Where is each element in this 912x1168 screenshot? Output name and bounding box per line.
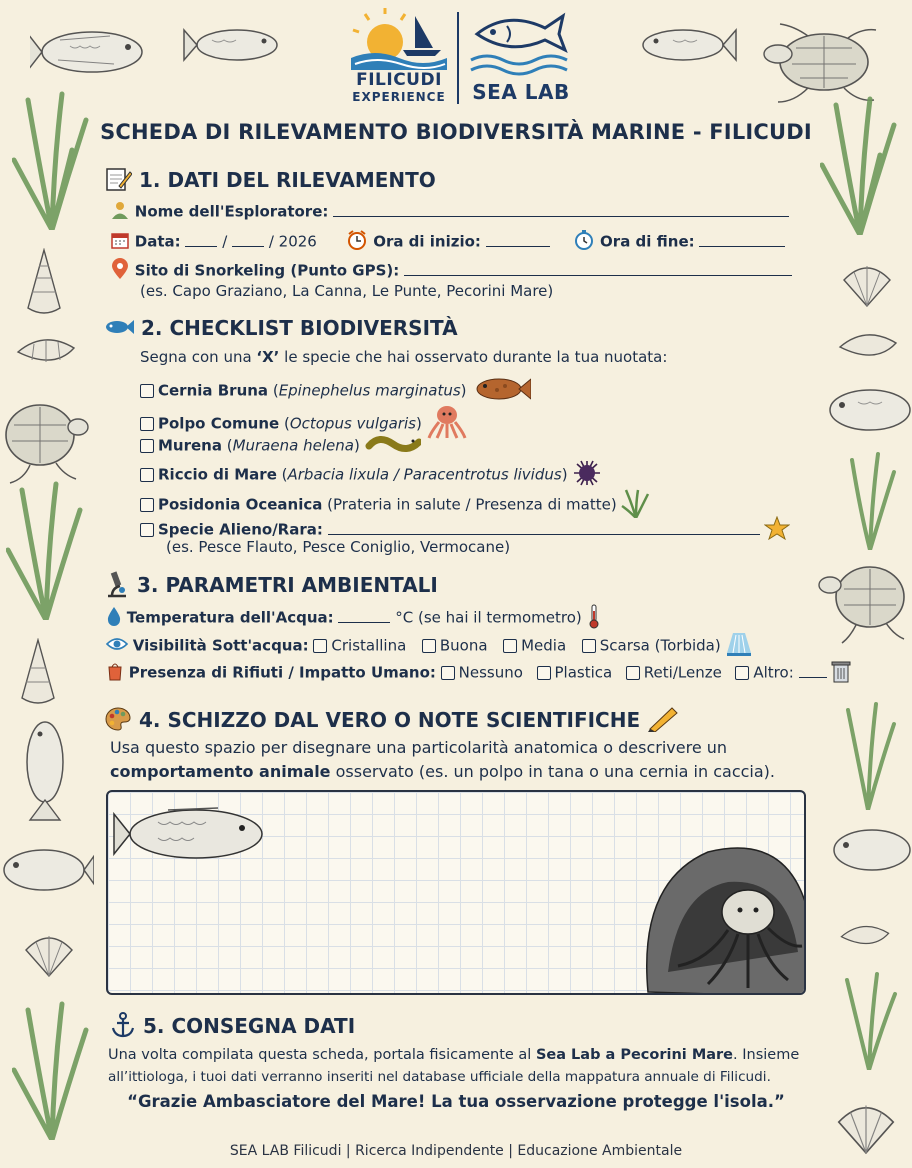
date-separator-1: / bbox=[222, 232, 228, 251]
page-title: SCHEDA DI RILEVAMENTO BIODIVERSITÀ MARINE - FILICUDI bbox=[100, 120, 812, 144]
species-note: (Prateria in salute / Presenza di matte) bbox=[322, 495, 617, 514]
section-4-title: 4. SCHIZZO DAL VERO O NOTE SCIENTIFICHE bbox=[138, 708, 641, 732]
sketch-instructions-line2 bbox=[110, 762, 775, 781]
sketch-instructions-rest: osservato (es. un polpo in tana o una cernia in caccia). bbox=[330, 762, 775, 781]
section-1-title: 1. DATI DEL RILEVAMENTO bbox=[138, 168, 436, 192]
explorer-row bbox=[110, 200, 789, 224]
seagrass-sketch-right-top bbox=[820, 95, 900, 235]
section-5-heading bbox=[110, 1012, 355, 1043]
seagrass-sketch-right-mid bbox=[840, 450, 900, 550]
temperature-row bbox=[106, 603, 601, 633]
temperature-label: Temperatura dell'Acqua: bbox=[126, 608, 334, 627]
seagrass-sketch-right-bottom bbox=[834, 970, 904, 1070]
alien-species-hint: (es. Pesce Flauto, Pesce Coniglio, Vermocane) bbox=[166, 538, 511, 556]
species-scientific: Arbacia lixula / Paracentrotus lividus bbox=[287, 465, 562, 484]
end-time-label: Ora di fine: bbox=[600, 232, 695, 251]
fish-sketch-right-lower bbox=[822, 820, 912, 880]
checklist-intro-post: le specie che hai osservato durante la tua nuotata: bbox=[279, 348, 668, 366]
pencil-icon bbox=[647, 706, 679, 737]
section-3-heading bbox=[104, 570, 438, 603]
site-label: Sito di Snorkeling (Punto GPS): bbox=[134, 261, 400, 280]
delivery-paragraph bbox=[108, 1044, 799, 1088]
seagrass-sketch-left-bottom bbox=[12, 1000, 92, 1140]
explorer-label: Nome dell'Esploratore: bbox=[134, 202, 329, 221]
filicudi-experience-logo bbox=[345, 8, 453, 108]
alien-species-label: Specie Alieno/Rara: bbox=[158, 520, 323, 539]
species-checkbox-murena[interactable] bbox=[140, 439, 154, 453]
section-2-title: 2. CHECKLIST BIODIVERSITÀ bbox=[140, 316, 458, 340]
water-drop-icon bbox=[106, 606, 122, 630]
shell-sketch-left-2 bbox=[14, 330, 78, 370]
moray-eel-icon bbox=[365, 432, 421, 460]
logo-left-line1: FILICUDI bbox=[356, 70, 442, 90]
species-scientific: Muraena helena bbox=[232, 436, 354, 455]
site-row bbox=[110, 258, 792, 284]
visibility-checkbox-cristallina[interactable] bbox=[313, 639, 327, 653]
species-paren: ) bbox=[561, 465, 568, 484]
logo-divider bbox=[457, 12, 459, 104]
species-name: Murena bbox=[158, 436, 222, 455]
start-time-field[interactable] bbox=[486, 233, 550, 247]
trash-can-icon bbox=[831, 659, 851, 687]
delivery-text: . Insieme bbox=[733, 1047, 800, 1063]
octopus-icon bbox=[427, 404, 467, 444]
trash-bag-icon bbox=[106, 661, 124, 685]
species-checkbox-alien[interactable] bbox=[140, 523, 154, 537]
shell-sketch-right-3 bbox=[838, 915, 892, 955]
fish-icon bbox=[104, 317, 134, 342]
alarm-clock-icon bbox=[346, 229, 368, 255]
calendar-icon bbox=[110, 230, 130, 254]
date-time-row bbox=[110, 229, 785, 255]
waste-checkbox-reti-lenze[interactable] bbox=[626, 666, 640, 680]
waste-checkbox-plastica[interactable] bbox=[537, 666, 551, 680]
species-checkbox-posidonia[interactable] bbox=[140, 498, 154, 512]
visibility-option: Buona bbox=[439, 636, 488, 655]
alien-species-field[interactable] bbox=[328, 521, 760, 535]
temperature-unit: °C (se hai il termometro) bbox=[395, 608, 582, 627]
fish-sketch-right-1 bbox=[818, 380, 912, 440]
waste-other-field[interactable] bbox=[799, 664, 827, 678]
fish-sketch-left-lower bbox=[0, 840, 94, 900]
person-icon bbox=[110, 200, 130, 224]
sketch-area[interactable] bbox=[106, 790, 806, 995]
grouper-sketch bbox=[114, 808, 262, 858]
delivery-line2: all’ittiologa, i tuoi dati verranno inseriti nel database ufficiale della mappatura annuale di Filicudi. bbox=[108, 1069, 771, 1085]
end-time-field[interactable] bbox=[699, 233, 785, 247]
visibility-checkbox-scarsa[interactable] bbox=[582, 639, 596, 653]
date-day-field[interactable] bbox=[185, 233, 217, 247]
visibility-checkbox-media[interactable] bbox=[503, 639, 517, 653]
site-hint: (es. Capo Graziano, La Canna, Le Punte, Pecorini Mare) bbox=[140, 282, 554, 300]
microscope-icon bbox=[104, 570, 130, 603]
species-name: Cernia Bruna bbox=[158, 381, 269, 400]
species-row-riccio bbox=[140, 460, 602, 490]
species-paren: ( bbox=[221, 436, 233, 455]
logo-left-line2: EXPERIENCE bbox=[352, 90, 446, 104]
date-month-field[interactable] bbox=[232, 233, 264, 247]
start-time-label: Ora di inizio: bbox=[373, 232, 481, 251]
visibility-label: Visibilità Sott'acqua: bbox=[132, 636, 309, 655]
waste-option: Altro: bbox=[753, 663, 794, 682]
footer: SEA LAB Filicudi | Ricerca Indipendente | Educazione Ambientale bbox=[229, 1143, 683, 1159]
shell-sketch-left-4 bbox=[22, 930, 76, 980]
fish-sketch-left-vertical bbox=[20, 712, 70, 822]
checklist-intro-x: ‘X’ bbox=[256, 348, 280, 366]
waste-option: Nessuno bbox=[458, 663, 523, 682]
waste-option: Plastica bbox=[554, 663, 613, 682]
visibility-option: Scarsa (Torbida) bbox=[599, 636, 721, 655]
fish-waves-icon bbox=[467, 8, 575, 76]
species-paren: ( bbox=[268, 381, 279, 400]
species-scientific: Epinephelus marginatus bbox=[278, 381, 461, 400]
species-row-murena bbox=[140, 432, 421, 460]
date-label: Data: bbox=[134, 232, 181, 251]
shell-sketch-right-1 bbox=[840, 260, 894, 310]
sun-boat-icon bbox=[345, 8, 453, 70]
shell-sketch-left-3 bbox=[18, 638, 58, 708]
fish-sketch-top-left bbox=[30, 20, 170, 84]
star-icon bbox=[764, 516, 790, 544]
visibility-row bbox=[106, 631, 753, 661]
checklist-intro bbox=[140, 348, 667, 366]
species-paren: ( bbox=[276, 465, 288, 484]
shell-sketch-left-1 bbox=[24, 248, 64, 318]
delivery-text: Una volta compilata questa scheda, portala fisicamente al bbox=[108, 1047, 536, 1063]
header-logos bbox=[345, 8, 575, 108]
section-3-title: 3. PARAMETRI AMBIENTALI bbox=[136, 573, 438, 597]
waste-checkbox-altro[interactable] bbox=[735, 666, 749, 680]
anchor-icon bbox=[110, 1012, 136, 1043]
species-row-cernia bbox=[140, 376, 531, 406]
species-name: Riccio di Mare bbox=[158, 465, 277, 484]
species-checkbox-riccio[interactable] bbox=[140, 468, 154, 482]
fish-sketch-top-left-2 bbox=[182, 20, 292, 70]
waste-option: Reti/Lenze bbox=[643, 663, 722, 682]
seagrass-sketch-right-lower bbox=[836, 700, 900, 810]
section-2-heading bbox=[104, 316, 458, 342]
delivery-line1 bbox=[108, 1044, 799, 1066]
sketch-instructions-bold: comportamento animale bbox=[110, 762, 331, 781]
sketch-drawings bbox=[108, 792, 806, 995]
sea-urchin-icon bbox=[572, 460, 602, 490]
thank-you-quote: “Grazie Ambasciatore del Mare! La tua osservazione protegge l'isola.” bbox=[127, 1092, 785, 1111]
octopus-in-den-sketch bbox=[647, 848, 806, 995]
species-name: Posidonia Oceanica bbox=[158, 495, 323, 514]
species-paren: ) bbox=[460, 381, 467, 400]
delivery-location: Sea Lab a Pecorini Mare bbox=[535, 1047, 734, 1063]
species-checkbox-polpo[interactable] bbox=[140, 417, 154, 431]
fish-sketch-top-right bbox=[628, 20, 738, 70]
temperature-field[interactable] bbox=[338, 609, 390, 623]
visibility-checkbox-buona[interactable] bbox=[422, 639, 436, 653]
checklist-intro-pre: Segna con una bbox=[140, 348, 257, 366]
date-year: / 2026 bbox=[268, 232, 317, 251]
notepad-icon bbox=[104, 166, 132, 197]
section-5-title: 5. CONSEGNA DATI bbox=[142, 1014, 356, 1038]
stopwatch-icon bbox=[573, 229, 595, 255]
turtle-sketch-left bbox=[0, 385, 90, 485]
visibility-option: Cristallina bbox=[331, 636, 407, 655]
explorer-name-field[interactable] bbox=[333, 203, 789, 217]
shell-sketch-right-2 bbox=[836, 325, 900, 365]
species-paren: ) bbox=[415, 414, 422, 433]
section-1-heading bbox=[104, 166, 436, 197]
waste-label: Presenza di Rifiuti / Impatto Umano: bbox=[128, 663, 436, 682]
species-paren: ( bbox=[279, 414, 290, 433]
site-field[interactable] bbox=[404, 262, 792, 276]
seagrass-sketch-left-mid bbox=[6, 480, 86, 620]
palette-icon bbox=[104, 706, 132, 737]
seagrass-sketch-left-top bbox=[12, 90, 92, 230]
turtle-sketch-right bbox=[816, 545, 912, 645]
visibility-option: Media bbox=[521, 636, 567, 655]
sketch-instructions-line1: Usa questo spazio per disegnare una particolarità anatomica o descrivere un bbox=[110, 738, 728, 757]
species-checkbox-cernia[interactable] bbox=[140, 384, 154, 398]
logo-right-text: SEA LAB bbox=[472, 80, 570, 104]
grouper-icon bbox=[471, 376, 531, 406]
section-4-heading bbox=[104, 706, 679, 737]
species-name: Polpo Comune bbox=[158, 414, 280, 433]
sea-lab-logo bbox=[467, 8, 575, 108]
thermometer-icon bbox=[587, 603, 601, 633]
water-light-icon bbox=[725, 631, 753, 661]
eye-icon bbox=[106, 636, 128, 656]
species-scientific: Octopus vulgaris bbox=[289, 414, 416, 433]
waste-row bbox=[106, 659, 851, 687]
map-pin-icon bbox=[110, 258, 130, 284]
waste-checkbox-nessuno[interactable] bbox=[441, 666, 455, 680]
species-paren: ) bbox=[353, 436, 360, 455]
